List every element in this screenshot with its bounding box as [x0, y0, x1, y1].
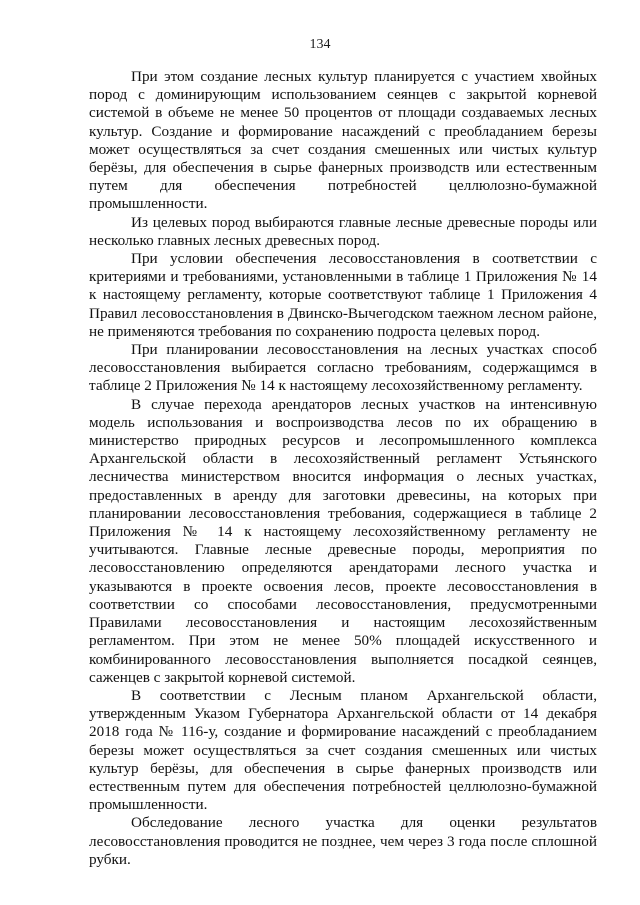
paragraph-2: Из целевых пород выбираются главные лесные древесные породы или несколько главных лесных древесных пород.: [89, 213, 597, 249]
paragraph-1: При этом создание лесных культур планируется с участием хвойных пород с доминирующим использованием сеянцев с закрытой корневой системой в объеме не менее 50 процентов от площади создаваемых лесных культур. Создание и формирование насаждений с преобладанием березы может осуществляться за счет создания смешенных или чистых культур берёзы, для обеспечения в сырье фанерных производств или естественным путем для обеспечения потребностей целлюлозно-бумажной промышленности.: [89, 68, 597, 213]
paragraph-4: При планировании лесовосстановления на лесных участках способ лесовосстановления выбирается согласно требованиям, содержащимся в таблице 2 Приложения № 14 к настоящему лесохозяйственному регламенту.: [89, 341, 597, 395]
paragraph-3: При условии обеспечения лесовосстановления в соответствии с критериями и требованиями, установленными в таблице 1 Приложения № 14 к настоящему регламенту, которые соответствуют таблице 1 Приложения 4 Правил лесовосстановления в Двинско-Вычегодском таежном лесном районе, не применяются требования по сохранению подроста целевых пород.: [89, 250, 597, 340]
paragraph-7: Обследование лесного участка для оценки результатов лесовосстановления проводится не позднее, чем через 3 года после сплошной рубки.: [89, 814, 597, 868]
page-number: 134: [309, 37, 331, 52]
paragraph-6: В соответствии с Лесным планом Архангельской области, утвержденным Указом Губернатора Архангельской области от 14 декабря 2018 года № 116-у, создание и формирование насаждений с преобладанием березы может осуществляться за счет создания смешенных или чистых культур берёзы, для обеспечения в сырье фанерных производств или естественным путем для обеспечения потребностей целлюлозно-бумажной промышленности.: [89, 686, 597, 814]
paragraph-5: В случае перехода арендаторов лесных участков на интенсивную модель использования и воспроизводства лесов по их обращению в министерство природных ресурсов и лесопромышленного комплекса Архангельской области в лесохозяйственный регламент Устьянского лесничества министерством вносится информация о лесных участках, предоставленных в аренду для заготовки древесины, на которых при планировании лесовосстановления требования, содержащиеся в таблице 2 Приложения № 14 к настоящему лесохозяйственному регламенту не учитываются. Главные лесные древесные породы, мероприятия по лесовосстановлению определяются арендаторами лесного участка и указываются в проекте освоения лесов, проекте лесовосстановления в соответствии со способами лесовосстановления, предусмотренными Правилами лесовосстановления и настоящим лесохозяйственным регламентом. При этом не менее 50% площадей искусственного и комбинированного лесовосстановления выполняется посадкой сеянцев, саженцев с закрытой корневой системой.: [89, 395, 597, 686]
document-body: [89, 68, 597, 869]
